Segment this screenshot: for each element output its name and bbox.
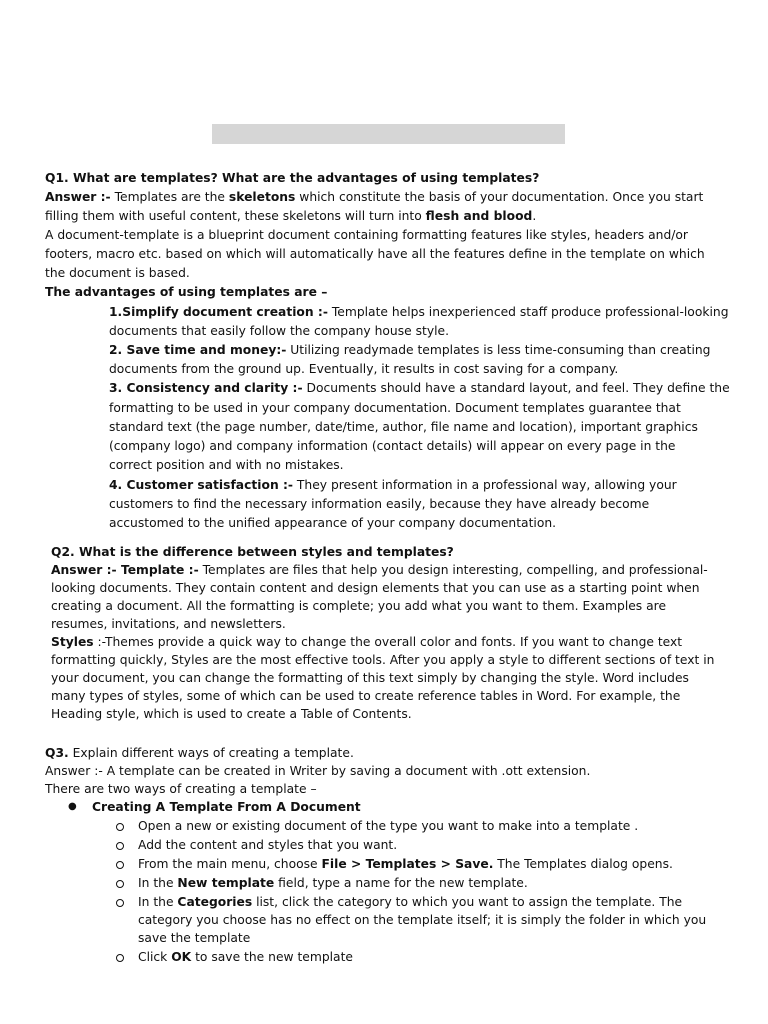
q2-line: many types of styles, some of which can be used to create reference tables in Word. For example, the	[51, 689, 681, 703]
q2-line: formatting quickly, Styles are the most effective tools. After you apply a style to different sections of text in	[51, 653, 715, 667]
q2-line: your document, you can change the formatting of this text simply by changing the style. Word includes	[51, 671, 689, 685]
circle-bullet-icon	[116, 842, 124, 850]
advantage-line: correct position and with no mistakes.	[109, 458, 344, 472]
circle-bullet-icon	[116, 880, 124, 888]
q1-heading: Q1. What are templates? What are the advantages of using templates?	[45, 171, 540, 185]
advantage-line: accustomed to the unified appearance of your company documentation.	[109, 516, 557, 530]
q3-ways-line: There are two ways of creating a template –	[45, 782, 317, 796]
q2-line: Heading style, which is used to create a Table of Contents.	[51, 707, 412, 721]
q3-step-line: save the template	[138, 931, 251, 945]
advantage-item: 4. Customer satisfaction :- They present information in a professional way, allowing your	[109, 478, 677, 492]
advantage-line: standard text (the page number, date/time, author, file name and location), important graphics	[109, 420, 698, 434]
advantage-line: customers to find the necessary information easily, because they have already become	[109, 497, 650, 511]
bullet-icon: ●	[68, 801, 77, 812]
q3-step-line: category you choose has no effect on the template itself; it is simply the folder in which you	[138, 913, 707, 927]
advantage-line: documents that easily follow the company house style.	[109, 324, 450, 338]
q1-answer-line-2: filling them with useful content, these skeletons will turn into flesh and blood.	[45, 209, 537, 223]
q2-line: creating a document. All the formatting is complete; you add what you want to them. Examples are	[51, 599, 667, 613]
q3-answer-line: Answer :- A template can be created in Writer by saving a document with .ott extension.	[45, 764, 591, 778]
q2-styles-line: Styles :-Themes provide a quick way to change the overall color and fonts. If you want to change text	[51, 635, 683, 649]
q3-heading: Q3. Explain different ways of creating a template.	[45, 746, 354, 760]
advantage-item: 1.Simplify document creation :- Template helps inexperienced staff produce professional-looking	[109, 305, 729, 319]
q3-step: From the main menu, choose File > Templates > Save. The Templates dialog opens.	[138, 857, 673, 871]
q1-answer-line-1: Answer :- Templates are the skeletons which constitute the basis of your documentation. Once you start	[45, 190, 704, 204]
q1-paragraph-line: footers, macro etc. based on which will automatically have all the features define in the template on which	[45, 247, 705, 261]
circle-bullet-icon	[116, 954, 124, 962]
q1-paragraph-line: A document-template is a blueprint document containing formatting features like styles, headers and/or	[45, 228, 688, 242]
advantage-line: (company logo) and company information (contact details) will appear on every page in the	[109, 439, 676, 453]
advantage-item: 3. Consistency and clarity :- Documents should have a standard layout, and feel. They define the	[109, 381, 730, 395]
advantages-heading: The advantages of using templates are –	[45, 285, 328, 299]
q3-step: Add the content and styles that you want.	[138, 838, 398, 852]
q3-step: In the New template field, type a name for the new template.	[138, 876, 528, 890]
advantage-line: documents from the ground up. Eventually, it results in cost saving for a company.	[109, 362, 619, 376]
q3-bullet-title: Creating A Template From A Document	[92, 800, 361, 814]
q2-answer-line: Answer :- Template :- Templates are files that help you design interesting, compelling, and professional-	[51, 563, 708, 577]
circle-bullet-icon	[116, 899, 124, 907]
circle-bullet-icon	[116, 823, 124, 831]
circle-bullet-icon	[116, 861, 124, 869]
q3-step: In the Categories list, click the category to which you want to assign the template. The	[138, 895, 683, 909]
q3-step: Open a new or existing document of the type you want to make into a template .	[138, 819, 639, 833]
q2-heading: Q2. What is the difference between styles and templates?	[51, 545, 454, 559]
q2-line: looking documents. They contain content and design elements that you can use as a starting point when	[51, 581, 700, 595]
q3-step: Click OK to save the new template	[138, 950, 353, 964]
advantage-line: formatting to be used in your company documentation. Document templates guarantee that	[109, 401, 681, 415]
redacted-title-bar	[212, 124, 565, 144]
advantage-item: 2. Save time and money:- Utilizing readymade templates is less time-consuming than creating	[109, 343, 711, 357]
q2-line: resumes, invitations, and newsletters.	[51, 617, 286, 631]
q1-paragraph-line: the document is based.	[45, 266, 190, 280]
